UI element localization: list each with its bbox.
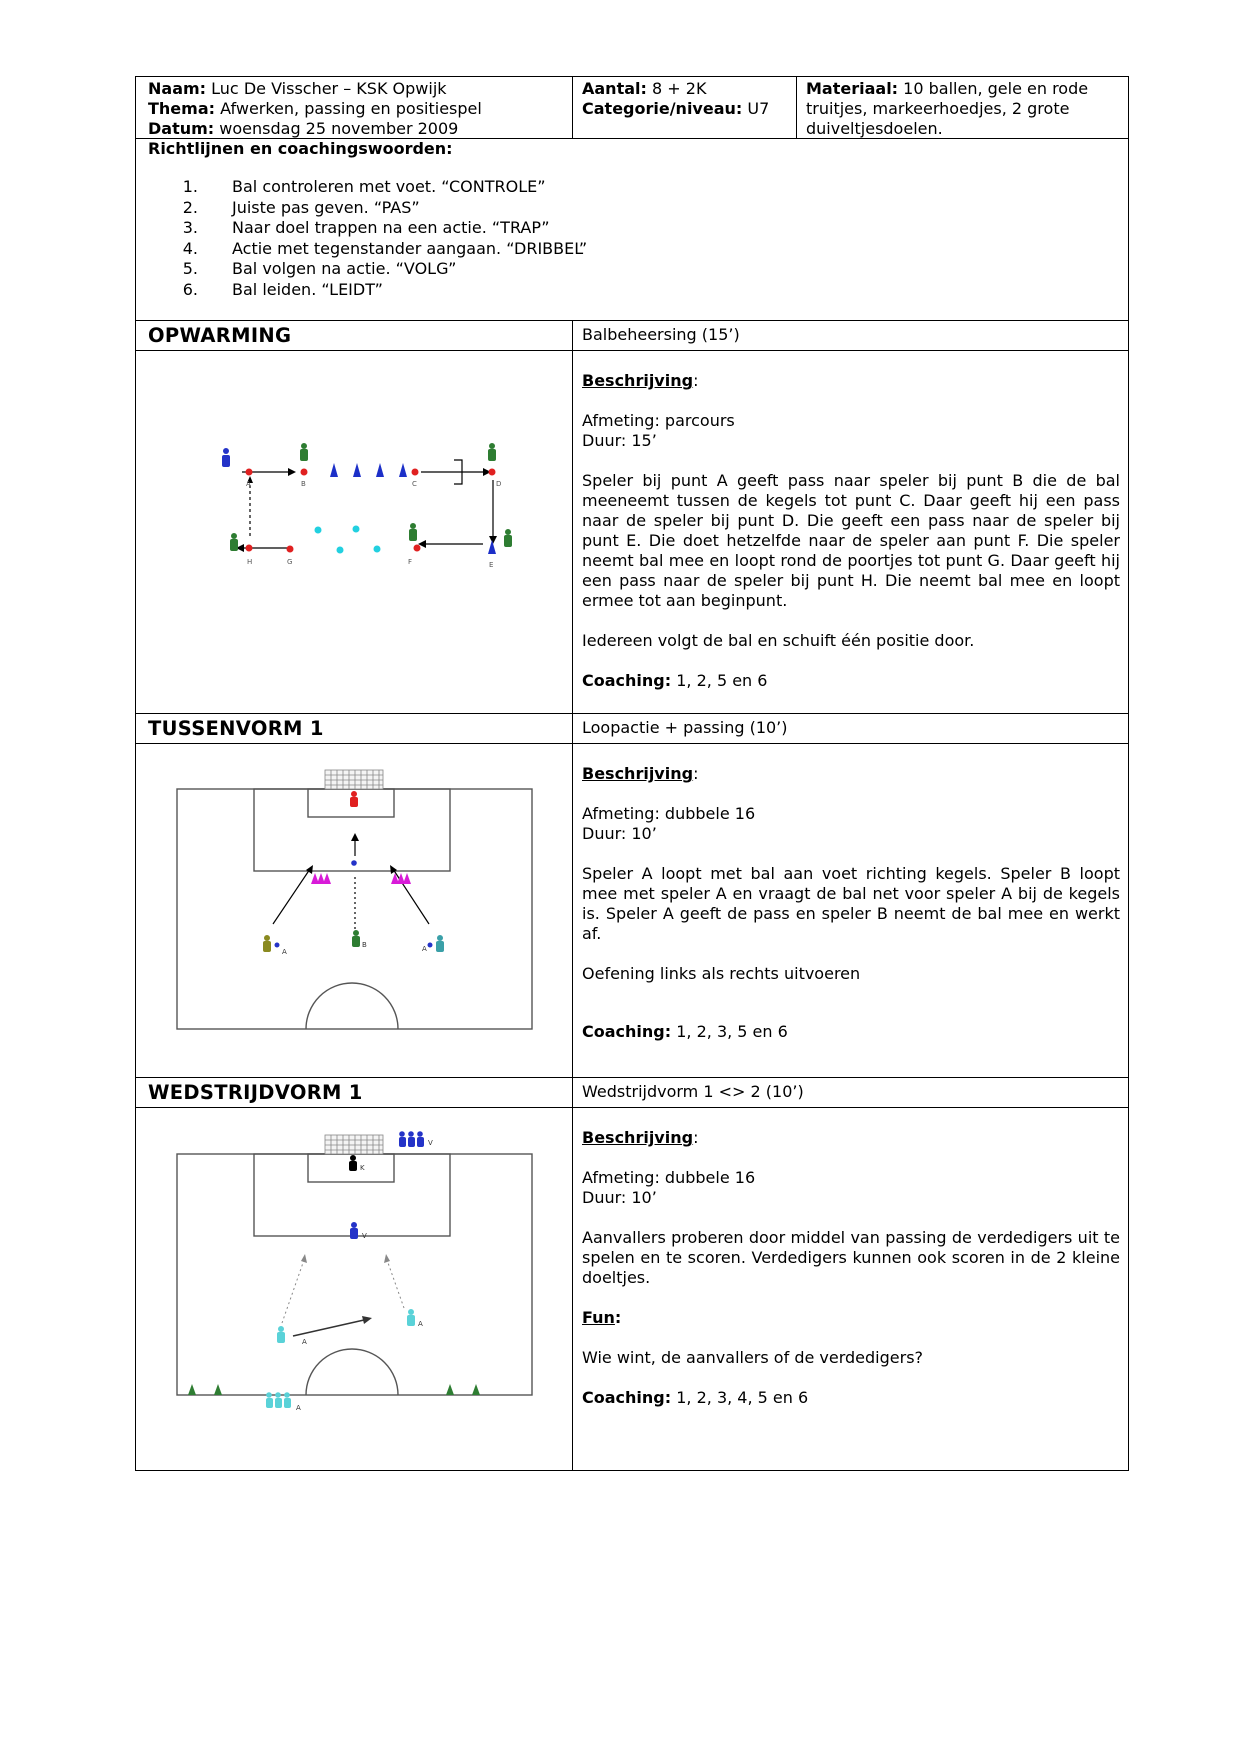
coaching-label: Coaching: [582,671,672,690]
section-subtitle-opwarming: Balbeheersing (15’) [582,325,740,344]
label-v-top: V [428,1139,433,1147]
description-text: Speler A loopt met bal aan voet richting kegels. Speler B loopt mee met speler A en vraagt de bal net voor speler A bij de kegels is. Speler A geeft de pass en speler B neemt de bal mee en werkt af. [582,864,1120,943]
coaching-label: Coaching: [582,1388,672,1407]
afmeting-text: Afmeting: dubbele 16 [582,804,756,823]
player-label-a-left: A [282,948,287,956]
wedstrijdvorm-diagram [136,1108,572,1471]
header-middle [582,79,792,119]
richtlijn-item [148,198,1048,219]
section-title-opwarming: OPWARMING [148,324,292,347]
divider [572,320,573,1471]
thema-value: Afwerken, passing en positiespel [220,99,482,118]
richtlijn-item [148,280,1048,301]
label-a-bottom: A [296,1404,301,1412]
richtlijn-number: 5. [182,259,198,278]
point-label-a: A [246,480,251,488]
categorie-value: U7 [747,99,770,118]
point-label-h: H [247,558,253,566]
richtlijn-number: 6. [182,279,198,299]
coaching-value: 1, 2, 3, 4, 5 en 6 [676,1388,809,1407]
point-label-b: B [301,480,306,488]
richtlijn-number: 4. [182,238,198,258]
divider [136,320,1128,321]
point-label-c: C [412,480,417,488]
description-text: Speler bij punt A geeft pass naar speler bij punt B die de bal meeneemt tussen de kegels tot punt C. Daar geeft hij een pass naar de speler bij punt D. Die geeft een pass naar de speler bij punt E. Die doet hetzelfde naar de speler aan punt F. Die speler neemt bal mee en loopt rond de poortjes tot punt G. Daar geeft hij een pass naar de speler bij punt H. Die neemt bal mee en loopt ermee tot aan beginpunt. [582,471,1120,610]
divider [136,713,1128,714]
richtlijn-text: Bal volgen na actie. “VOLG” [232,259,457,278]
fun-heading: Fun [582,1308,615,1327]
duur-text: Duur: 10’ [582,824,657,843]
duur-text: Duur: 10’ [582,1188,657,1207]
richtlijn-text: Actie met tegenstander aangaan. “DRIBBEL” [232,238,588,258]
divider [572,77,573,138]
point-label-e: E [489,561,494,569]
aantal-label: Aantal: [582,79,647,98]
header-right [806,79,1126,139]
diagram-opwarming [136,351,572,713]
richtlijn-text: Bal controleren met voet. “CONTROLE” [232,177,546,196]
thema-label: Thema: [148,99,216,118]
materiaal-value-2: truitjes, markeerhoedjes, 2 grote [806,99,1070,118]
player-label-b: B [362,941,367,949]
player-label-a-right: A [422,945,427,953]
coaching-label: Coaching: [582,1022,672,1041]
richtlijnen-list [148,177,1048,300]
section-subtitle-tussenvorm: Loopactie + passing (10’) [582,718,788,737]
point-label-d: D [496,480,502,488]
fun-text: Wie wint, de aanvallers of de verdedigers? [582,1348,924,1367]
label-k: K [360,1164,365,1172]
richtlijn-text: Bal leiden. “LEIDT” [232,279,383,299]
richtlijn-item [148,239,1048,260]
description-text-2: Oefening links als rechts uitvoeren [582,964,861,983]
materiaal-value: 10 ballen, gele en rode [903,79,1089,98]
tussenvorm-diagram [136,744,572,1077]
description-text: Aanvallers proberen door middel van passing de verdedigers uit te spelen en te scoren. Verdedigers kunnen ook scoren in de 2 kleine doeltjes. [582,1228,1120,1287]
richtlijn-text: Naar doel trappen na een actie. “TRAP” [232,218,550,237]
beschrijving-heading: Beschrijving [582,371,694,390]
richtlijn-item [148,218,1048,239]
description-text-2: Iedereen volgt de bal en schuift één positie door. [582,631,975,650]
diagram-wedstrijdvorm [136,1108,572,1471]
parcours-diagram [136,351,572,713]
point-label-f: F [408,558,413,566]
richtlijn-number: 1. [182,177,198,196]
section-title-wedstrijdvorm: WEDSTRIJDVORM 1 [148,1081,363,1104]
naam-value: Luc De Visscher – KSK Opwijk [211,79,447,98]
point-label-g: G [287,558,293,566]
richtlijn-number: 3. [182,218,198,237]
richtlijnen-block [148,139,1048,300]
label-a-right: A [418,1320,423,1328]
richtlijn-item [148,177,1048,198]
label-a-left: A [302,1338,307,1346]
header-left [148,79,568,139]
materiaal-value-3: duiveltjesdoelen. [806,119,943,138]
divider [796,77,797,138]
afmeting-text: Afmeting: parcours [582,411,735,430]
aantal-value: 8 + 2K [652,79,707,98]
richtlijn-number: 2. [182,197,198,217]
richtlijnen-title: Richtlijnen en coachingswoorden: [148,139,453,158]
afmeting-text: Afmeting: dubbele 16 [582,1168,756,1187]
naam-label: Naam: [148,79,207,98]
coaching-value: 1, 2, 3, 5 en 6 [676,1022,788,1041]
description-tussenvorm: Beschrijving: Afmeting: dubbele 16 Duur: 10’ Speler A loopt met bal aan voet richting kegels. Speler B loopt mee met speler A en vraagt de bal net voor speler A bij de kegels is. Speler A geeft de pass en speler B neemt de bal mee en werkt af. Oefening links als rechts uitvoeren Coaching: 1, 2, 3, 5 en 6 [582,764,1120,1041]
section-title-tussenvorm: TUSSENVORM 1 [148,717,324,740]
datum-value: woensdag 25 november 2009 [219,119,459,138]
richtlijn-text: Juiste pas geven. “PAS” [232,197,420,217]
beschrijving-heading: Beschrijving [582,1128,694,1147]
divider [136,1077,1128,1078]
description-wedstrijdvorm: Beschrijving: Afmeting: dubbele 16 Duur: 10’ Aanvallers proberen door middel van passing de verdedigers uit te spelen en te scoren. Verdedigers kunnen ook scoren in de 2 kleine doeltjes. Fun: Wie wint, de aanvallers of de verdedigers? Coaching: 1, 2, 3, 4, 5 en 6 [582,1128,1120,1407]
datum-label: Datum: [148,119,215,138]
categorie-label: Categorie/niveau: [582,99,743,118]
description-opwarming: Beschrijving: Afmeting: parcours Duur: 15’ Speler bij punt A geeft pass naar speler bij punt B die de bal meeneemt tussen de kegels tot punt C. Daar geeft hij een pass naar de speler bij punt D. Die geeft een pass naar de speler bij punt E. Die doet hetzelfde naar de speler aan punt F. Die speler neemt bal mee en loopt rond de poortjes tot punt G. Daar geeft hij een pass naar de speler bij punt H. Die neemt bal mee en loopt ermee tot aan beginpunt. Iedereen volgt de bal en schuift één positie door. Coaching: 1, 2, 5 en 6 [582,371,1120,690]
diagram-tussenvorm [136,744,572,1077]
richtlijn-item [148,259,1048,280]
label-v: V [362,1232,367,1240]
duur-text: Duur: 15’ [582,431,657,450]
coaching-value: 1, 2, 5 en 6 [676,671,768,690]
beschrijving-heading: Beschrijving [582,764,694,783]
materiaal-label: Materiaal: [806,79,899,98]
session-sheet [135,76,1129,1471]
section-subtitle-wedstrijdvorm: Wedstrijdvorm 1 <> 2 (10’) [582,1082,804,1101]
